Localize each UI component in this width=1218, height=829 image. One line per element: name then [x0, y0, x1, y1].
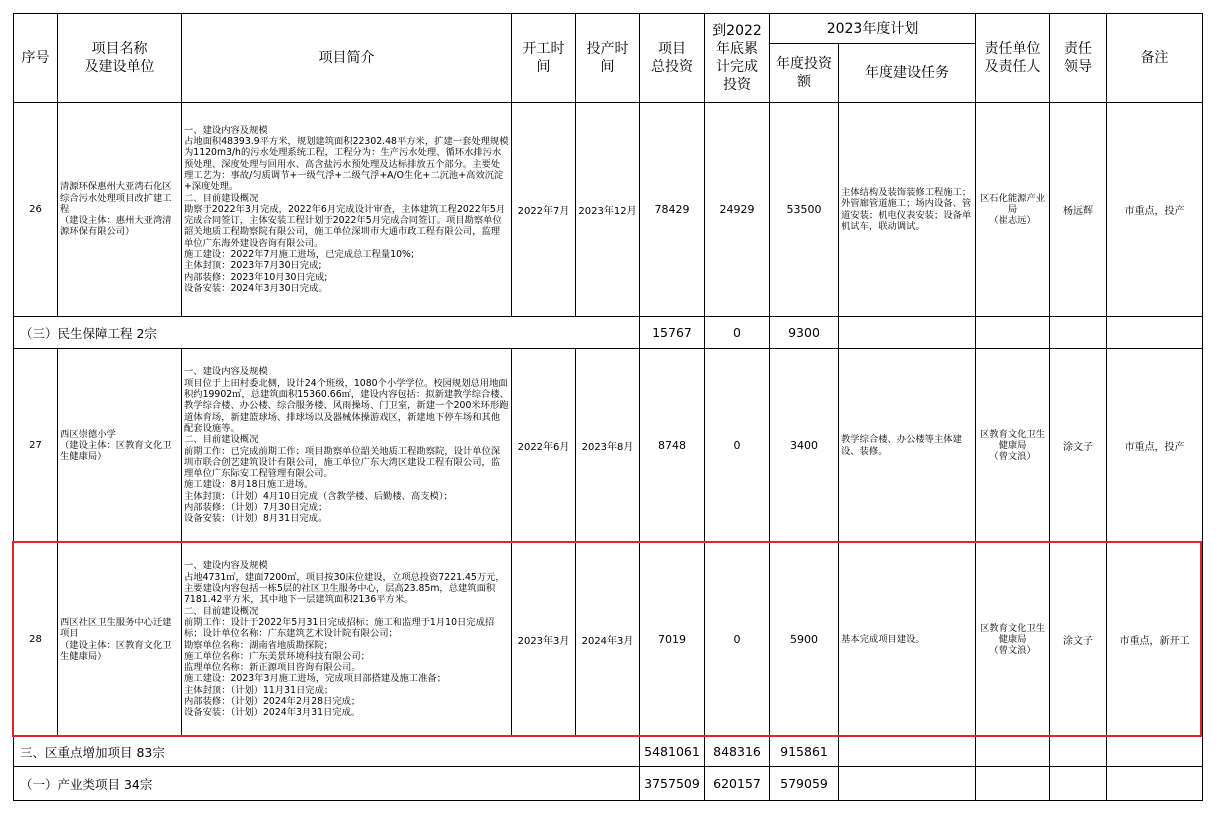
- cell-start: 2023年3月: [512, 543, 576, 737]
- section-label: （三）民生保障工程 2宗: [14, 317, 640, 349]
- header-name: 项目名称 及建设单位: [58, 14, 182, 103]
- cell-unit: 区教育文化卫生健康局 （曾文浪）: [976, 349, 1050, 543]
- cell-annual-task: 主体结构及装饰装修工程施工；外管廊管道施工；场内设备、管道安装；机电仪表安装；设备单机试车，联动调试。: [839, 103, 976, 317]
- cell-seq: 27: [14, 349, 58, 543]
- cell-intro: 一、建设内容及规模 占地4731㎡，建面7200㎡，项目按30床位建设，立项总投资7221.45万元，主要建设内容包括一栋5层的社区卫生服务中心，层高23.85m，总建筑面积7181.42平方米，其中地下一层建筑面积2136平方米。 二、目前建设概况 前期工作：设计于2022年5月31日完成招标；施工和监理于1月10日完成招标；设计单位名称：广东建筑艺术设计院有限公司； 勘察单位名称：湖南省地质勘探院； 施工单位名称：广东美景环境科技有限公司； 监理单位名称：新正源项目咨询有限公司。 施工建设：2023年3月施工进场，完成项目部搭建及施工准备； 主体封顶：（计划）11月31日完成； 内部装修：（计划）2024年2月28日完成； 设备安装：（计划）2024年3月31日完成。: [182, 543, 512, 737]
- section-done2022: 620157: [705, 767, 770, 801]
- header-intro: 项目简介: [182, 14, 512, 103]
- cell-finish: 2023年8月: [576, 349, 640, 543]
- cell-intro: 一、建设内容及规模 占地面积48393.9平方米，规划建筑面积22302.48平方米，扩建一套处理规模为1120m3/h的污水处理系统工程，工程分为：生产污水处理、循环水排污水预处理、深度处理与回用水、高含盐污水预处理及达标排放五个部分。主要处理工艺为：事故/匀质调节+一级气浮+二级气浮+A/O生化+二沉池+高效沉淀+深度处理。 二、目前建设概况 勘察于2022年3月完成，2022年6月完成设计审查，主体建筑工程2022年5月完成合同签订，主体安装工程计划于2022年5月完成合同签订。项目勘察单位韶关地质工程勘察院有限公司，施工单位深圳市大通市政工程有限公司，监理单位广东海外建设咨询有限公司。 施工建设：2022年7月施工进场，已完成总工程量10%; 主体封顶：2023年7月30日完成; 内部装修：2023年10月30日完成; 设备安装：2024年3月30日完成。: [182, 103, 512, 317]
- project-table: [13, 13, 1203, 801]
- header-finish: 投产时 间: [576, 14, 640, 103]
- cell-done2022: 0: [705, 349, 770, 543]
- section-label: （一）产业类项目 34宗: [14, 767, 640, 801]
- header-leader: 责任 领导: [1050, 14, 1107, 103]
- section-row: [14, 737, 1203, 767]
- cell-name: 清源环保惠州大亚湾石化区综合污水处理项目改扩建工程 （建设主体：惠州大亚湾清源环保有限公司）: [58, 103, 182, 317]
- table-row: [14, 349, 1203, 543]
- section-total: 15767: [640, 317, 705, 349]
- cell-start: 2022年7月: [512, 103, 576, 317]
- cell-annual-invest: 53500: [770, 103, 839, 317]
- header-done2022: 到2022 年底累 计完成 投资: [705, 14, 770, 103]
- header-annual-invest: 年度投资 额: [770, 44, 839, 103]
- header-remark: 备注: [1107, 14, 1203, 103]
- header-start: 开工时 间: [512, 14, 576, 103]
- cell-seq: 28: [14, 543, 58, 737]
- section-row: [14, 767, 1203, 801]
- cell-annual-task: 教学综合楼、办公楼等主体建设、装修。: [839, 349, 976, 543]
- section-done2022: 0: [705, 317, 770, 349]
- section-done2022: 848316: [705, 737, 770, 767]
- cell-total: 8748: [640, 349, 705, 543]
- cell-name: 西区社区卫生服务中心迁建项目 （建设主体：区教育文化卫生健康局）: [58, 543, 182, 737]
- header-seq: 序号: [14, 14, 58, 103]
- cell-remark: 市重点，投产: [1107, 349, 1203, 543]
- cell-finish: 2023年12月: [576, 103, 640, 317]
- cell-annual-task: 基本完成项目建设。: [839, 543, 976, 737]
- cell-annual-invest: 5900: [770, 543, 839, 737]
- cell-done2022: 0: [705, 543, 770, 737]
- cell-remark: 市重点，投产: [1107, 103, 1203, 317]
- header-annual-task: 年度建设任务: [839, 44, 976, 103]
- table-row: [14, 543, 1203, 737]
- cell-annual-invest: 3400: [770, 349, 839, 543]
- section-annual-invest: 915861: [770, 737, 839, 767]
- cell-leader: 涂文子: [1050, 543, 1107, 737]
- cell-finish: 2024年3月: [576, 543, 640, 737]
- cell-name: 西区崇德小学 （建设主体：区教育文化卫生健康局）: [58, 349, 182, 543]
- cell-remark: 市重点，新开工: [1107, 543, 1203, 737]
- section-total: 3757509: [640, 767, 705, 801]
- section-annual-invest: 579059: [770, 767, 839, 801]
- header-total: 项目 总投资: [640, 14, 705, 103]
- cell-unit: 区石化能源产业局 （崔志远）: [976, 103, 1050, 317]
- table-row: [14, 103, 1203, 317]
- cell-total: 78429: [640, 103, 705, 317]
- section-label: 三、区重点增加项目 83宗: [14, 737, 640, 767]
- section-annual-invest: 9300: [770, 317, 839, 349]
- cell-seq: 26: [14, 103, 58, 317]
- cell-unit: 区教育文化卫生健康局 （曾文浪）: [976, 543, 1050, 737]
- section-row: [14, 317, 1203, 349]
- cell-start: 2022年6月: [512, 349, 576, 543]
- header-unit: 责任单位 及责任人: [976, 14, 1050, 103]
- header-plan2023: 2023年度计划: [770, 14, 976, 44]
- cell-done2022: 24929: [705, 103, 770, 317]
- cell-leader: 涂文子: [1050, 349, 1107, 543]
- cell-leader: 杨远辉: [1050, 103, 1107, 317]
- cell-intro: 一、建设内容及规模 项目位于上田村委北侧，设计24个班级，1080个小学学位。校园规划总用地面积约19902㎡，总建筑面积15360.66㎡，建设内容包括：拟新建教学综合楼、教学综合楼、办公楼、综合服务楼、风雨操场、门卫室，新建一个200米环形跑道体育场，新建篮球场、排球场以及器械体操游戏区，新建地下停车场和其他配套设施等。 二、目前建设概况 前期工作：已完成前期工作；项目勘察单位韶关地质工程勘察院，设计单位深圳市联合创艺建筑设计有限公司，施工单位广东大湾区建设工程有限公司，监理单位广东际安工程管理有限公司。 施工建设：8月18日施工进场。 主体封顶：（计划）4月10日完成（含教学楼、后勤楼、高支模）； 内部装修：（计划）7月30日完成； 设备安装：（计划）8月31日完成。: [182, 349, 512, 543]
- section-total: 5481061: [640, 737, 705, 767]
- cell-total: 7019: [640, 543, 705, 737]
